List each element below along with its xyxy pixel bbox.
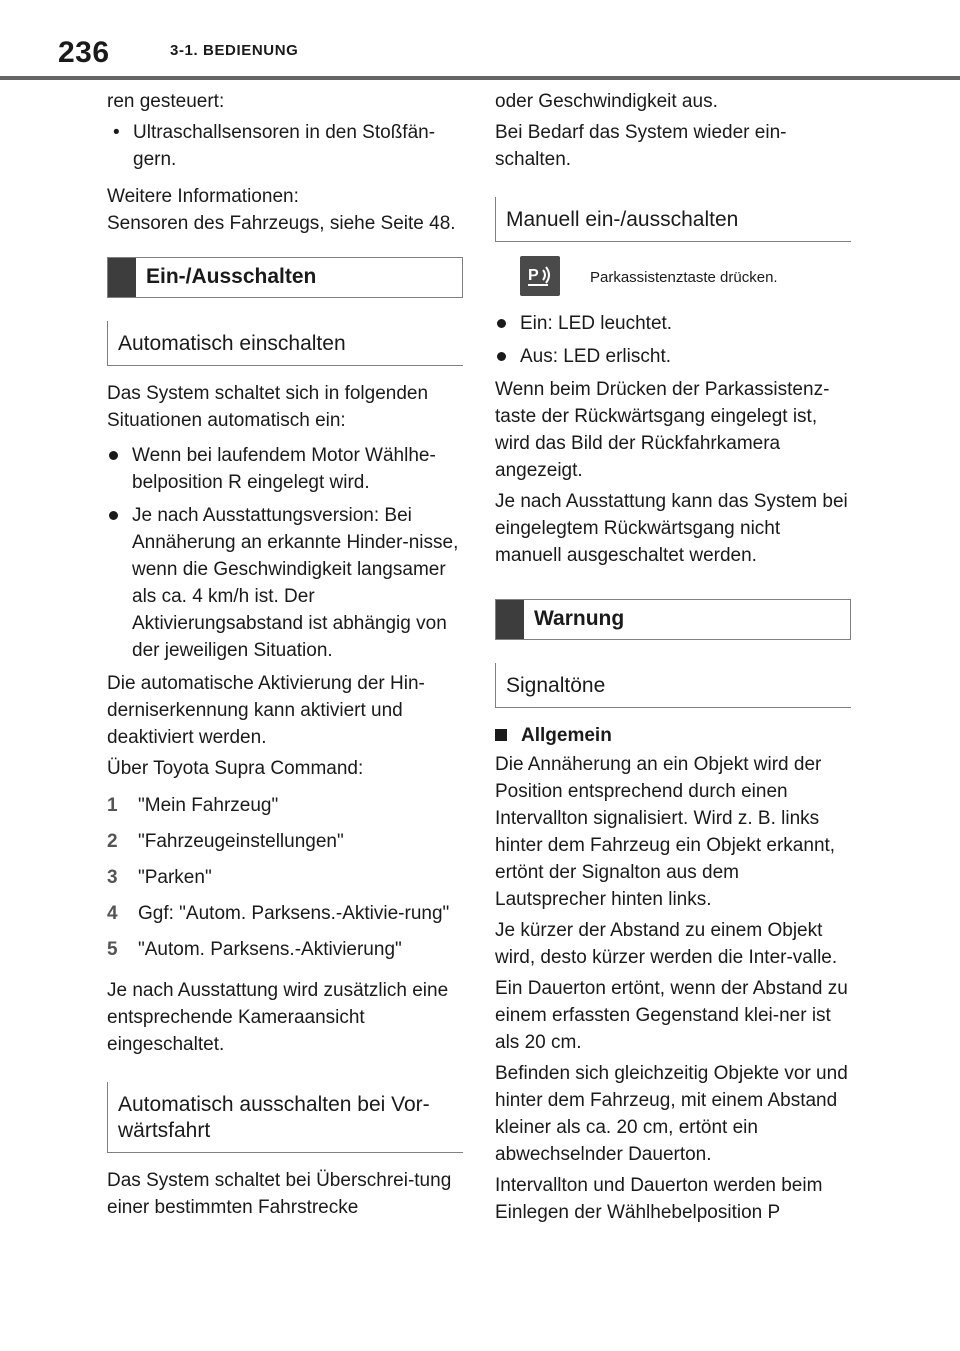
list-item <box>495 310 851 337</box>
dash-list-item <box>107 119 463 173</box>
step-number: 4 <box>107 903 118 924</box>
subheading-signaltoene: Signaltöne <box>495 663 851 708</box>
section-title: Ein-/Ausschalten <box>146 265 317 288</box>
subheading-manuell: Manuell ein-/ausschalten <box>495 197 851 242</box>
bullet-dot <box>497 352 506 361</box>
list-item-text: Aus: LED erlischt. <box>520 346 671 367</box>
step-item <box>107 936 463 963</box>
list-item-text: Ein: LED leuchtet. <box>520 313 673 334</box>
dash-item-text: Ultraschallsensoren in den Stoßfän-gern. <box>133 122 436 170</box>
step-text: "Autom. Parksens.-Aktivierung" <box>138 939 402 960</box>
auto-ein-text: Das System schaltet sich in folgenden Situationen automatisch ein: <box>107 383 429 431</box>
continuation-text: oder Geschwindigkeit aus. <box>495 91 718 112</box>
reenable-text: Bei Bedarf das System wieder ein-schalten. <box>495 122 787 170</box>
bullet-dot <box>497 319 506 328</box>
command-text: Über Toyota Supra Command: <box>107 758 364 779</box>
square-marker <box>495 729 507 741</box>
step-text: "Mein Fahrzeug" <box>138 795 279 816</box>
step-item <box>107 864 463 891</box>
step-number: 1 <box>107 795 118 816</box>
left-column <box>107 88 463 1225</box>
list-item <box>107 442 463 496</box>
info-text: Sensoren des Fahrzeugs, siehe Seite 48. <box>107 213 456 234</box>
section-bar <box>108 258 136 297</box>
paragraph: Die Annäherung an ein Objekt wird der Position entsprechend durch einen Intervallton signalisiert. Wird z. B. links hinter dem Fahrzeug ein Objekt erkannt, ertönt der Signalton aus dem Lautsprecher hinten links. <box>495 754 836 910</box>
list-item <box>107 502 463 664</box>
paragraph: Intervallton und Dauerton werden beim Einlegen der Wählhebelposition P <box>495 1175 823 1223</box>
step-item <box>107 792 463 819</box>
step-text: Ggf: "Autom. Parksens.-Aktivie-rung" <box>138 903 450 924</box>
camera-text: Je nach Ausstattung wird zusätzlich eine entsprechende Kameraansicht eingeschaltet. <box>107 980 449 1055</box>
paragraph: Befinden sich gleichzeitig Objekte vor und hinter dem Fahrzeug, mit einem Abstand kleiner als ca. 20 cm, ertönt ein abwechselnder Dauerton. <box>495 1063 848 1165</box>
step-text: "Fahrzeugeinstellungen" <box>138 831 344 852</box>
paragraph-heading-text: Allgemein <box>521 725 612 746</box>
step-text: "Parken" <box>138 867 212 888</box>
subheading-auto-ein: Automatisch einschalten <box>107 321 463 366</box>
step-number: 5 <box>107 939 118 960</box>
intro-text: ren gesteuert: <box>107 91 225 112</box>
list-item-text: Wenn bei laufendem Motor Wählhe-belposition R eingelegt wird. <box>132 445 436 493</box>
auto-activation-text: Die automatische Aktivierung der Hin-derniserkennung kann aktiviert und deaktiviert werden. <box>107 673 425 748</box>
page-number: 236 <box>58 36 110 69</box>
list-item-text: Je nach Ausstattungsversion: Bei Annäherung an erkannte Hinder-nisse, wenn die Geschwindigkeit langsamer als ca. 4 km/h ist. Der Aktivierungsabstand ist abhängig von der jeweiligen Situation. <box>132 505 459 661</box>
paragraph: Ein Dauerton ertönt, wenn der Abstand zu einem erfassten Gegenstand klei-ner ist als 20 cm. <box>495 978 848 1053</box>
right-column <box>495 88 851 1230</box>
manual-off-text: Je nach Ausstattung kann das System bei eingelegtem Rückwärtsgang nicht manuell ausgeschaltet werden. <box>495 491 848 566</box>
svg-text:P: P <box>528 267 539 284</box>
page-header <box>0 0 960 80</box>
section-title: Warnung <box>534 607 625 630</box>
button-caption: Parkassistenztaste drücken. <box>590 269 778 286</box>
paragraph-heading <box>495 722 851 749</box>
step-number: 2 <box>107 831 118 852</box>
dash-bullet: • <box>113 122 120 143</box>
park-assist-icon <box>520 256 560 296</box>
step-item <box>107 900 463 927</box>
bullet-dot <box>109 451 118 460</box>
auto-aus-text: Das System schaltet bei Überschrei-tung einer bestimmten Fahrstrecke <box>107 1170 452 1218</box>
section-heading-ein-aus <box>107 257 463 298</box>
step-number: 3 <box>107 867 118 888</box>
subheading-auto-aus: Automatisch ausschalten bei Vor-wärtsfahrt <box>107 1082 463 1153</box>
step-item <box>107 828 463 855</box>
section-bar <box>496 600 524 639</box>
paragraph: Je kürzer der Abstand zu einem Objekt wird, desto kürzer werden die Inter-valle. <box>495 920 838 968</box>
button-instruction <box>495 256 851 300</box>
header-divider <box>0 76 960 80</box>
chapter-title: 3-1. BEDIENUNG <box>170 42 299 59</box>
reverse-text: Wenn beim Drücken der Parkassistenz-taste der Rückwärtsgang eingelegt ist, wird das Bild der Rückfahrkamera angezeigt. <box>495 379 830 481</box>
bullet-dot <box>109 511 118 520</box>
section-heading-warnung <box>495 599 851 640</box>
list-item <box>495 343 851 370</box>
info-label: Weitere Informationen: <box>107 186 299 207</box>
